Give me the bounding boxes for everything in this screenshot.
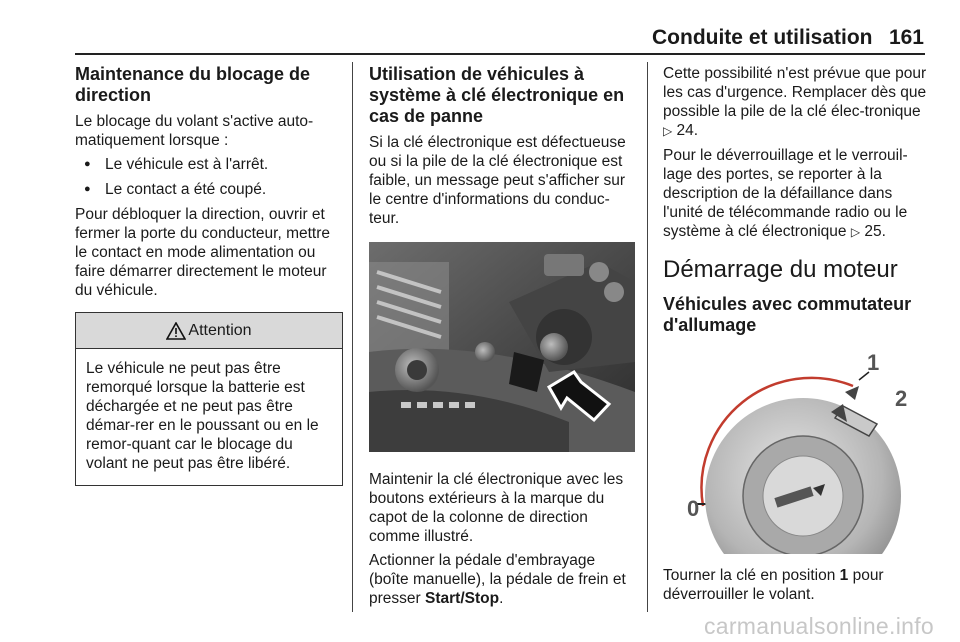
section-heading: Maintenance du blocage de direction [75, 64, 311, 105]
column-3 [663, 64, 929, 609]
section-title: Démarrage du moteur [663, 256, 898, 283]
warning-header [76, 313, 342, 349]
list-item: ● Le contact a été coupé. [75, 180, 343, 199]
subheading: Véhicules avec commutateur d'allumage [663, 294, 912, 335]
caption-text: Tourner la clé en position 1 pour déverrouiller le volant. [663, 567, 884, 603]
start-stop-label: Start/Stop [425, 590, 500, 607]
bullet-list [75, 155, 343, 199]
page-number: 161 [888, 26, 924, 49]
body-text: Pour débloquer la direction, ouvrir et fermer la porte du conducteur, mettre le contact en mode alimentation ou faire démarrer directement le moteur du véhicule. [75, 206, 331, 299]
body-text: Pour le déverrouillage et le verrouil-lage des portes, se reporter à la description de la défaillance dans l'unité de télécommande radio ou le système à clé électronique ▷ 25. [663, 147, 908, 240]
position-0-label: 0 [687, 496, 700, 521]
column-2 [369, 64, 635, 613]
warning-box [75, 312, 343, 486]
section-heading: Utilisation de véhicules à système à clé électronique en cas de panne [369, 64, 625, 126]
watermark: carmanualsonline.info [703, 613, 934, 639]
steering-column-photo [369, 242, 635, 452]
body-text: Actionner la pédale d'embrayage (boîte manuelle), la pédale de frein et presser Start/Stop. [369, 552, 626, 607]
reference-arrow-icon: ▷ [663, 124, 673, 138]
warning-title: Attention [188, 322, 252, 339]
column-divider [647, 62, 648, 612]
ignition-switch-diagram [663, 346, 929, 554]
list-item: ● Le véhicule est à l'arrêt. [75, 155, 343, 174]
body-text: Cette possibilité n'est prévue que pour les cas d'urgence. Remplacer dès que possible la pile de la clé élec-tronique ▷ 24. [663, 65, 927, 139]
reference-arrow-icon: ▷ [850, 225, 861, 239]
warning-triangle-icon [166, 322, 186, 340]
column-divider [352, 62, 353, 612]
header-rule [75, 53, 925, 55]
position-1-label: 1 [867, 350, 880, 375]
body-text: Maintenir la clé électronique avec les boutons extérieurs à la marque du capot de la colonne de direction comme illustré. [369, 471, 624, 545]
intro-text: Le blocage du volant s'active auto-matiquement lorsque : [75, 113, 314, 149]
column-1 [75, 64, 343, 486]
position-2-label: 2 [895, 386, 908, 411]
warning-text: Le véhicule ne peut pas être remorqué lorsque la batterie est déchargée et ne peut pas être démar-rer en le poussant ou en le remor-quant car le blocage du volant ne peut pas être libéré. [86, 360, 319, 472]
header-title: Conduite et utilisation [652, 26, 873, 49]
body-text: Si la clé électronique est défectueuse ou si la pile de la clé électronique est faible, un message peut s'afficher sur le centre d'informations du conduc-teur. [369, 134, 626, 227]
